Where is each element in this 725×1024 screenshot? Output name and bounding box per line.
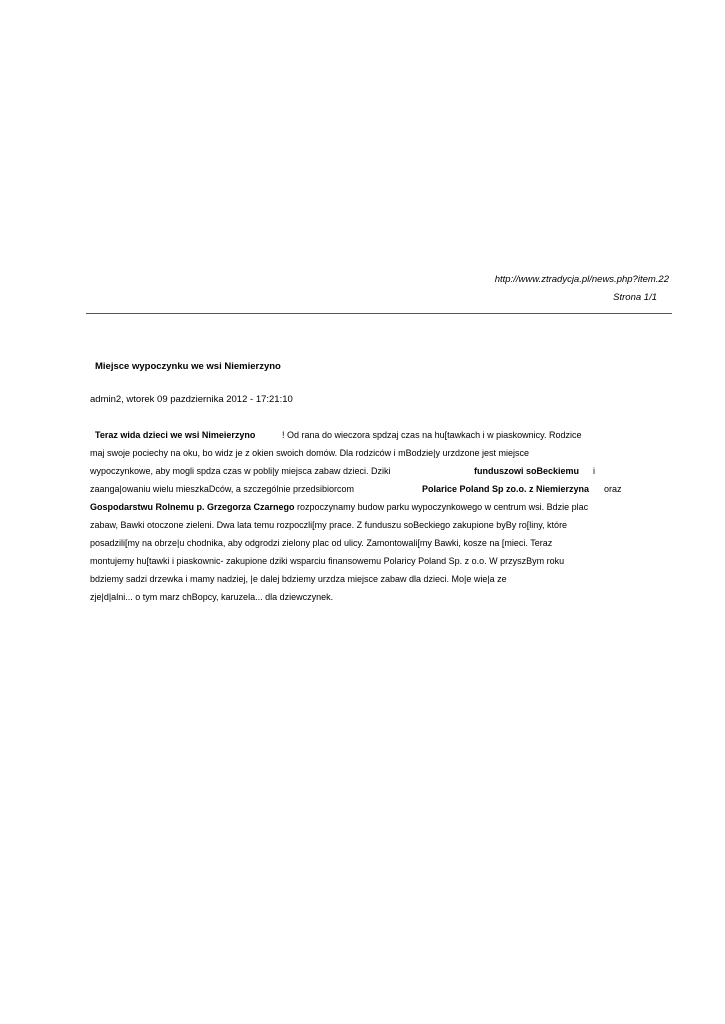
body-line-5 <box>90 501 588 513</box>
article-title: Miejsce wypoczynku we wsi Niemierzyno <box>95 361 281 372</box>
body-line-6: zabaw, Bawki otoczone zieleni. Dwa lata temu rozpoczli[my prace. Z funduszu soBeckiego zakupione byBy ro[liny, które <box>90 520 568 530</box>
body-line-5-text: rozpoczynamy budow parku wypoczynkowego w centrum wsi. Bdzie plac <box>297 502 589 512</box>
body-line-1 <box>95 429 255 441</box>
lead-bold-text: Teraz wida dzieci we wsi Nimeierzyno <box>95 430 256 440</box>
body-line-4-bold: Polarice Poland Sp zo.o. z Niemierzyna <box>422 484 590 494</box>
body-line-10: zje|d|alni... o tym marz chBopcy, karuzela... dla dziewczynek. <box>90 592 334 602</box>
body-line-9: bdziemy sadzi drzewka i mamy nadziej, |e dalej bdziemy urzdza miejsce zabaw dla dzieci. Mo|e wie|a ze <box>90 574 507 584</box>
article-meta: admin2, wtorek 09 pazdziernika 2012 - 17:21:10 <box>90 394 293 405</box>
body-line-8: montujemy hu[tawki i piaskownic- zakupione dziki wsparciu finansowemu Polaricy Poland Sp. z o.o. W przyszBym roku <box>90 556 565 566</box>
header-page-number: Strona 1/1 <box>613 292 657 303</box>
header-url: http://www.ztradycja.pl/news.php?item.22 <box>494 274 669 285</box>
header-divider <box>86 313 672 314</box>
body-line-7: posadzili[my na obrze|u chodnika, aby odgrodzi zielony plac od ulicy. Zamontowali[my Bawki, kosze na [mieci. Teraz <box>90 538 553 548</box>
body-line-1-text: ! Od rana do wieczora spdzaj czas na hu[tawkach i w piaskownicy. Rodzice <box>282 430 582 440</box>
lead-bold-text: Gospodarstwu Rolnemu p. Grzegorza Czarnego <box>90 502 295 512</box>
body-line-3: wypoczynkowe, aby mogli spdza czas w pobli|y miejsca zabaw dzieci. Dziki <box>90 466 391 476</box>
body-line-4-tail: oraz <box>604 484 622 494</box>
body-line-3-tail: i <box>593 466 595 476</box>
body-line-4: zaanga|owaniu wielu mieszkaDców, a szczególnie przedsibiorcom <box>90 484 354 494</box>
body-line-2: maj swoje pociechy na oku, bo widz je z okien swoich domów. Dla rodziców i mBodzie|y urzdzone jest miejsce <box>90 448 530 458</box>
body-line-3-bold: funduszowi soBeckiemu <box>474 466 580 476</box>
